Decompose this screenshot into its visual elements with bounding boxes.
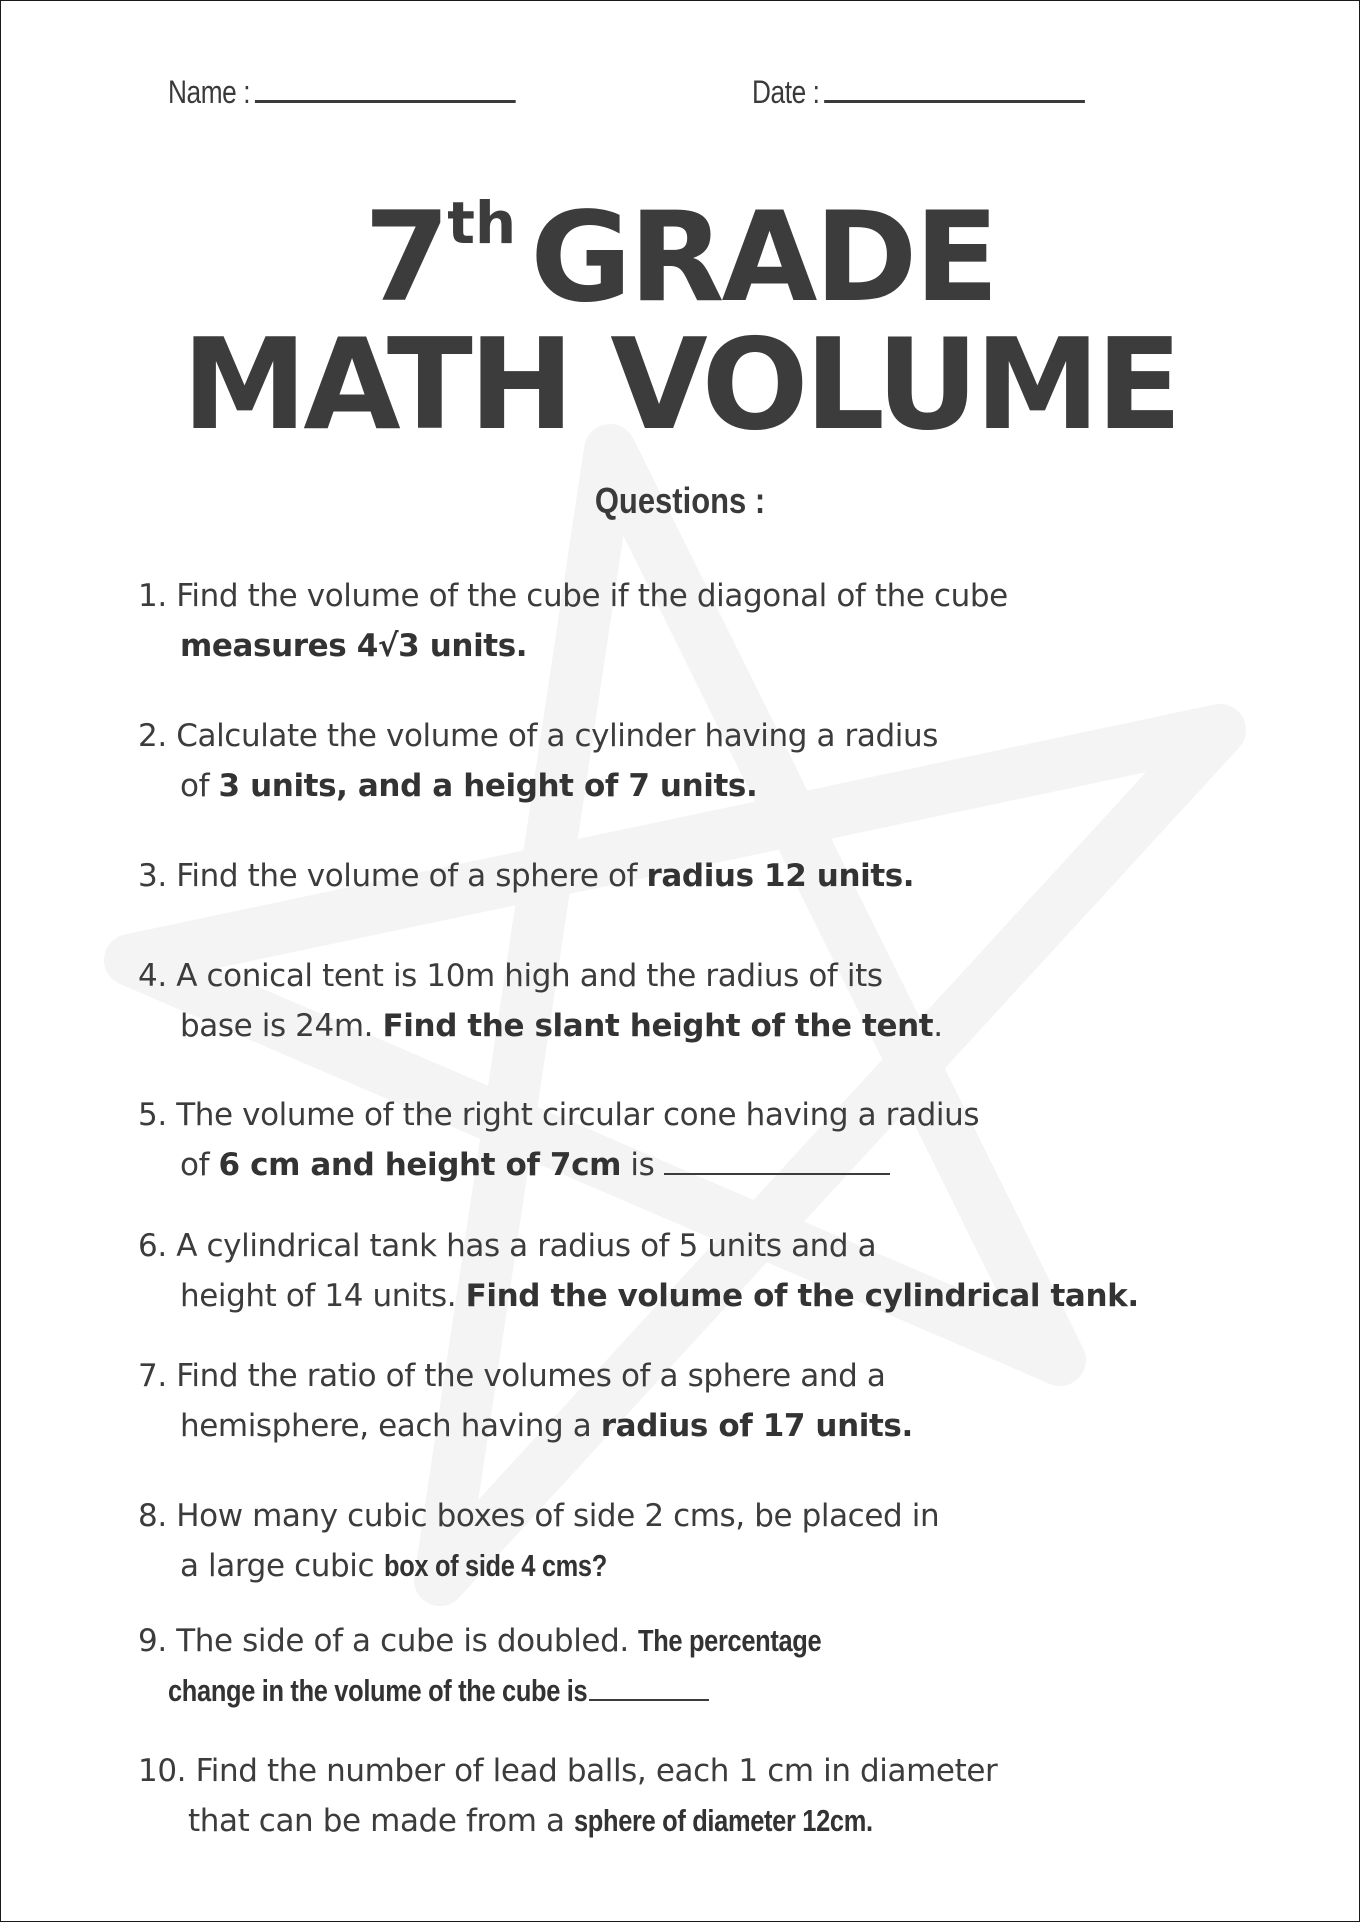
question-text: height of 14 units. [180, 1278, 466, 1314]
question-text: hemisphere, each having a [180, 1408, 601, 1444]
name-label: Name : [168, 74, 251, 110]
question-1 [138, 571, 1008, 671]
question-text: a large cubic [180, 1548, 384, 1584]
question-8 [138, 1491, 939, 1591]
page-title-line-2: MATH VOLUME [181, 311, 1179, 458]
question-text: is [620, 1147, 664, 1183]
question-text: Find the ratio of the volumes of a sphere and a [176, 1358, 886, 1394]
question-6 [138, 1221, 1139, 1321]
answer-blank-line[interactable] [589, 1677, 709, 1701]
question-3 [138, 851, 914, 901]
question-text: Find the volume of a sphere of [176, 858, 647, 894]
question-4 [138, 951, 943, 1051]
question-text: Find the volume of the cube if the diagonal of the cube [176, 578, 1008, 614]
question-number: 7. [138, 1358, 167, 1394]
question-7 [138, 1351, 913, 1451]
page-title-line-1 [0, 186, 1360, 330]
question-9 [138, 1616, 862, 1716]
question-number: 1. [138, 578, 167, 614]
question-emphasis: 3 units, and a height of 7 units. [218, 768, 758, 804]
question-number: 6. [138, 1228, 167, 1264]
name-blank-line[interactable] [255, 74, 516, 103]
question-text: The volume of the right circular cone having a radius [176, 1097, 980, 1133]
question-emphasis: 6 cm and height of 7cm [218, 1147, 621, 1183]
question-number: 4. [138, 958, 167, 994]
question-text: A conical tent is 10m high and the radius of its [176, 958, 883, 994]
name-field[interactable] [168, 74, 516, 111]
question-text: Calculate the volume of a cylinder having a radius [176, 718, 938, 754]
question-text: base is 24m. [180, 1008, 383, 1044]
question-5 [138, 1090, 979, 1190]
question-emphasis: radius 12 units. [646, 858, 915, 894]
question-text: The side of a cube is doubled. [176, 1623, 639, 1659]
question-text: How many cubic boxes of side 2 cms, be placed in [176, 1498, 940, 1534]
question-emphasis: The percentage [638, 1623, 822, 1658]
question-emphasis: radius of 17 units. [600, 1408, 913, 1444]
question-text: Find the number of lead balls, each 1 cm in diameter [195, 1753, 998, 1789]
question-text: . [933, 1008, 943, 1044]
date-blank-line[interactable] [824, 74, 1085, 103]
question-number: 2. [138, 718, 167, 754]
date-field[interactable] [752, 74, 1085, 111]
question-emphasis: sphere of diameter 12cm. [574, 1803, 873, 1838]
question-10 [138, 1746, 997, 1846]
question-emphasis: box of side 4 cms? [383, 1548, 607, 1583]
question-text: that can be made from a [188, 1803, 574, 1839]
grade-suffix: th [447, 189, 517, 257]
question-number: 5. [138, 1097, 167, 1133]
date-label: Date : [752, 74, 820, 110]
question-number: 10. [138, 1753, 187, 1789]
question-text: of [180, 768, 219, 804]
question-emphasis: Find the slant height of the tent [382, 1008, 934, 1044]
answer-blank-line[interactable] [664, 1151, 890, 1175]
question-text: A cylindrical tank has a radius of 5 units and a [176, 1228, 877, 1264]
question-emphasis: Find the volume of the cylindrical tank. [465, 1278, 1139, 1314]
questions-heading: Questions : [594, 480, 766, 521]
question-number: 3. [138, 858, 167, 894]
grade-number: 7 [363, 186, 448, 330]
grade-word: GRADE [530, 186, 997, 330]
question-2 [138, 711, 938, 811]
question-text: of [180, 1147, 219, 1183]
question-emphasis: change in the volume of the cube is [168, 1673, 588, 1708]
question-number: 9. [138, 1623, 167, 1659]
question-emphasis: measures 4√3 units. [180, 628, 528, 664]
question-number: 8. [138, 1498, 167, 1534]
